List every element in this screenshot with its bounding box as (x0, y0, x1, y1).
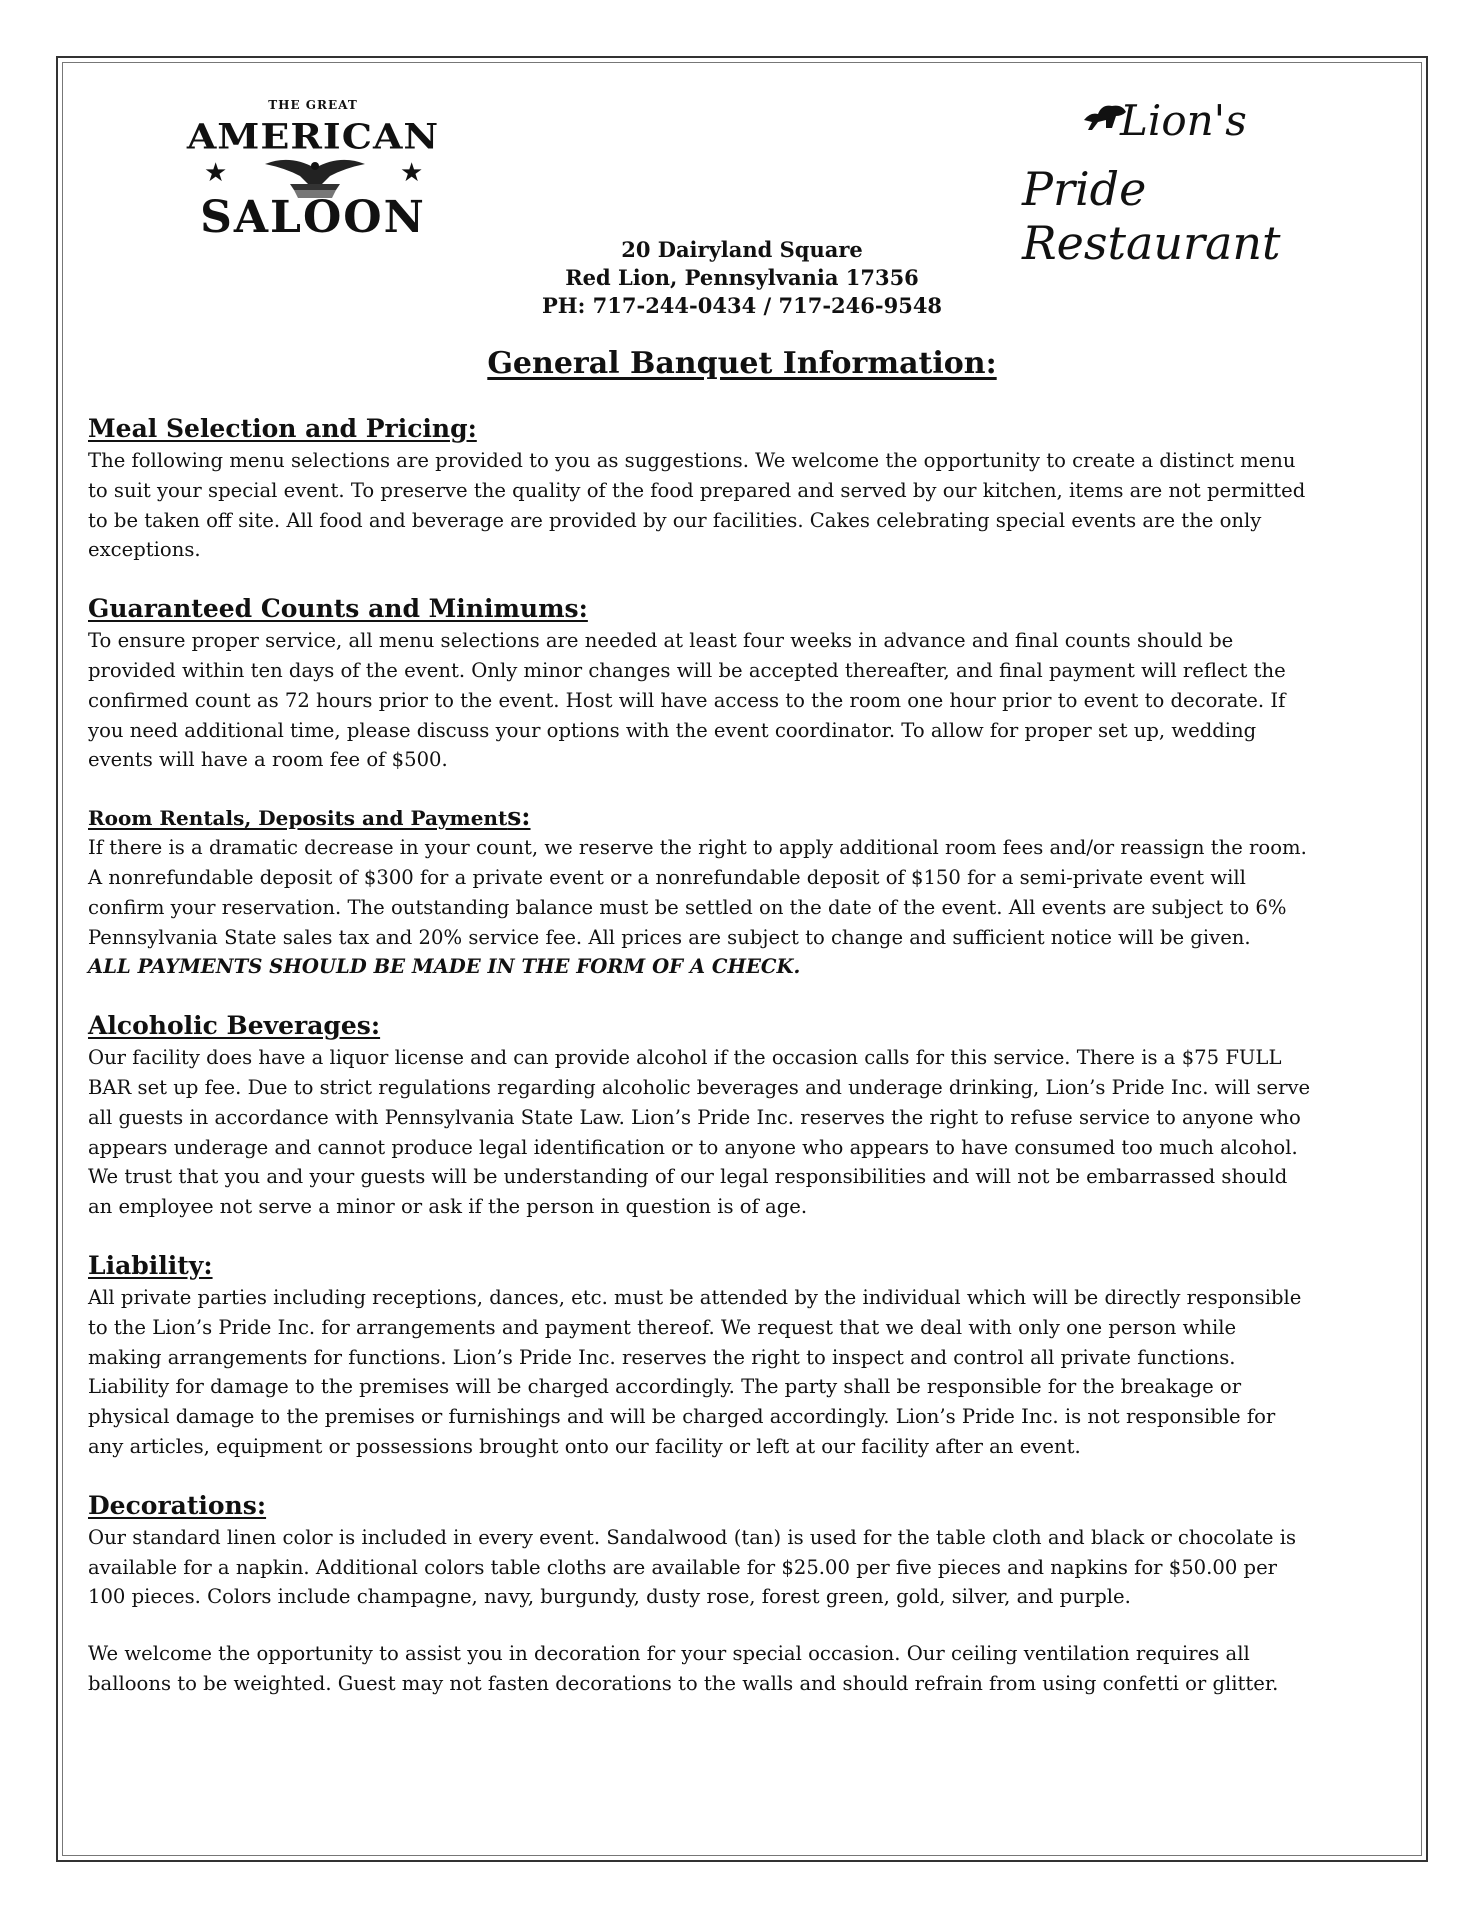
address-street: 20 Dairyland Square (621, 237, 863, 262)
text-line: Pennsylvania State sales tax and 20% service fee. All prices are subject to change and sufficient notice will be given. (88, 925, 1251, 949)
text-line: to the Lion’s Pride Inc. for arrangements and payment thereof. We request that we deal with only one person while (88, 1315, 1237, 1339)
section-heading-alcoholic-beverages: Alcoholic Beverages: (88, 1011, 381, 1041)
saloon-logo-saloon-text: SALOON (200, 192, 426, 243)
section-heading-room-rentals (88, 802, 1398, 833)
text-line: A nonrefundable deposit of $300 for a private event or a nonrefundable deposit of $150 for a semi-private event will (88, 865, 1246, 889)
text-line: 100 pieces. Colors include champagne, navy, burgundy, dusty rose, forest green, gold, silver, and purple. (88, 1585, 1131, 1609)
section-text-alcoholic-beverages (88, 1043, 1398, 1222)
text-line: provided within ten days of the event. Only minor changes will be accepted thereafter, and final payment will reflect the (88, 658, 1286, 682)
address-city: Red Lion, Pennsylvania 17356 (565, 265, 919, 290)
text-line: all guests in accordance with Pennsylvania State Law. Lion’s Pride Inc. reserves the right to refuse service to anyone who (88, 1105, 1301, 1129)
text-line: All private parties including receptions, dances, etc. must be attended by the individual which will be directly responsible (88, 1285, 1302, 1309)
address-block (0, 236, 1484, 320)
text-line: to be taken off site. All food and beverage are provided by our facilities. Cakes celebrating special events are the only (88, 508, 1262, 532)
text-line: We trust that you and your guests will be understanding of our legal responsibilities and will not be embarrassed should (88, 1165, 1288, 1189)
section-text-decorations-extra (88, 1639, 1398, 1699)
saloon-logo-american-text: AMERICAN (186, 116, 440, 157)
text-line: BAR set up fee. Due to strict regulations regarding alcoholic beverages and underage drinking, Lion’s Pride Inc. will serve (88, 1075, 1311, 1099)
lions-pride-logo-line1: Lion's (1120, 96, 1247, 145)
text-line: If there is a dramatic decrease in your count, we reserve the right to apply additional room fees and/or reassign the room. (88, 836, 1307, 860)
text-line: an employee not serve a minor or ask if the person in question is of age. (88, 1195, 808, 1219)
section-text-liability (88, 1283, 1398, 1462)
section-text-decorations (88, 1523, 1398, 1612)
section-heading-room-rentals-main: Room Rentals, Deposits and Payment (88, 806, 508, 831)
document-body (88, 412, 1398, 1699)
section-text-guaranteed-counts (88, 626, 1398, 775)
text-line: events will have a room fee of $500. (88, 748, 448, 772)
section-heading-guaranteed-counts: Guaranteed Counts and Minimums: (88, 594, 588, 624)
text-line: We welcome the opportunity to assist you in decoration for your special occasion. Our ceiling ventilation requires all (88, 1642, 1250, 1666)
saloon-logo (168, 92, 458, 242)
lions-pride-logo-line2: Pride Restaurant (1022, 162, 1281, 270)
text-line: exceptions. (88, 538, 201, 562)
text-line: Our standard linen color is included in every event. Sandalwood (tan) is used for the table cloth and black or chocolate is (88, 1525, 1297, 1549)
text-line: appears underage and cannot produce legal identification or to anyone who appears to have consumed too much alcohol. (88, 1135, 1298, 1159)
section-text-room-rentals (88, 833, 1398, 982)
text-line: any articles, equipment or possessions brought onto our facility or left at our facility after an event. (88, 1434, 1081, 1458)
address-phone: PH: 717-244-0434 / 717-246-9548 (541, 293, 943, 318)
text-line: To ensure proper service, all menu selections are needed at least four weeks in advance and final counts should be (88, 629, 1234, 653)
star-icon: ★ (204, 158, 228, 188)
section-heading-liability: Liability: (88, 1250, 213, 1280)
text-line: Our facility does have a liquor license and can provide alcohol if the occasion calls for this service. There is a $75 FULL (88, 1046, 1282, 1070)
lions-pride-logo (1010, 96, 1330, 270)
saloon-logo-top-text: THE GREAT (268, 98, 358, 112)
text-line: you need additional time, please discuss your options with the event coordinator. To allow for proper set up, wedding (88, 718, 1257, 742)
section-heading-room-rentals-tail: s: (507, 802, 531, 832)
text-line: to suit your special event. To preserve the quality of the food prepared and served by our kitchen, items are not permitted (88, 478, 1306, 502)
text-line: Liability for damage to the premises will be charged accordingly. The party shall be responsible for the breakage or (88, 1375, 1242, 1399)
payment-notice: ALL PAYMENTS SHOULD BE MADE IN THE FORM OF A CHECK. (88, 955, 801, 979)
section-heading-decorations: Decorations: (88, 1490, 267, 1520)
page-title: General Banquet Information: (487, 346, 997, 381)
text-line: balloons to be weighted. Guest may not fasten decorations to the walls and should refrain from using confetti or glitter. (88, 1671, 1279, 1695)
text-line: available for a napkin. Additional colors table cloths are available for $25.00 per five pieces and napkins for $50.00 per (88, 1555, 1278, 1579)
text-line: physical damage to the premises or furnishings and will be charged accordingly. Lion’s Pride Inc. is not responsible for (88, 1405, 1276, 1429)
section-heading-meal-selection: Meal Selection and Pricing: (88, 414, 477, 443)
text-line: The following menu selections are provided to you as suggestions. We welcome the opportunity to create a distinct menu (88, 449, 1296, 472)
text-line: confirmed count as 72 hours prior to the event. Host will have access to the room one hour prior to event to decorate. If (88, 688, 1286, 712)
text-line: confirm your reservation. The outstanding balance must be settled on the date of the event. All events are subject to 6% (88, 895, 1287, 919)
star-icon: ★ (400, 158, 424, 188)
text-line: making arrangements for functions. Lion’s Pride Inc. reserves the right to inspect and control all private functions. (88, 1345, 1236, 1369)
section-text-meal-selection (88, 446, 1398, 565)
